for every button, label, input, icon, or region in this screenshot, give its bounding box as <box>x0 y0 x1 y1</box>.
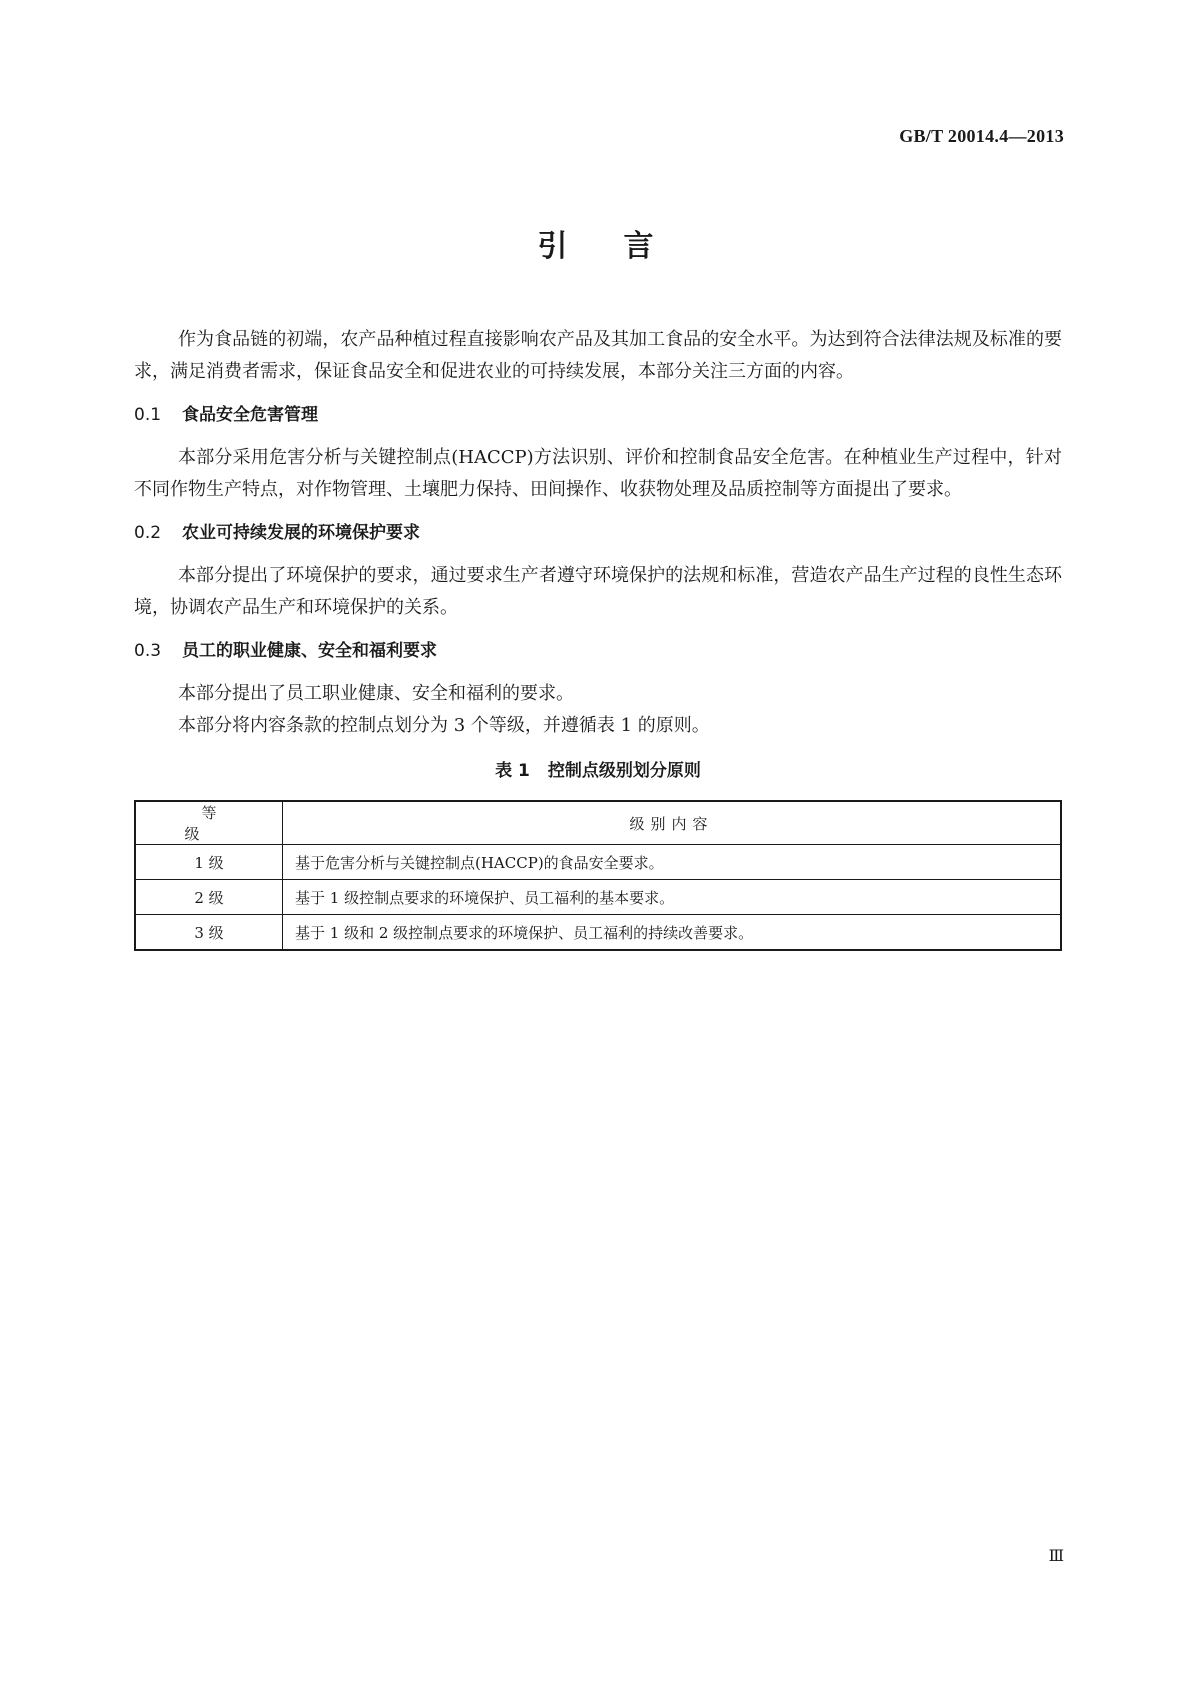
cell-content: 基于 1 级和 2 级控制点要求的环境保护、员工福利的持续改善要求。 <box>283 915 1062 951</box>
section-heading <box>134 520 1062 546</box>
page-title: 引言 <box>537 229 710 264</box>
table-header-row <box>135 801 1061 845</box>
intro-paragraph: 作为食品链的初端，农产品种植过程直接影响农产品及其加工食品的安全水平。为达到符合法律法规及标准的要求，满足消费者需求，保证食品安全和促进农业的可持续发展，本部分关注三方面的内容。 <box>134 329 1062 382</box>
cell-content: 基于 1 级控制点要求的环境保护、员工福利的基本要求。 <box>283 880 1062 915</box>
page-number: Ⅲ <box>1048 1548 1064 1565</box>
section-heading <box>134 402 1062 428</box>
section-0-2 <box>134 520 1062 624</box>
section-paragraph: 本部分将内容条款的控制点划分为 3 个等级，并遵循表 1 的原则。 <box>178 715 710 736</box>
header-content: 级别内容 <box>283 801 1062 845</box>
header-grade: 等级 <box>135 801 283 845</box>
section-paragraph: 本部分提出了员工职业健康、安全和福利的要求。 <box>178 683 574 704</box>
section-number: 0.2 <box>134 523 162 543</box>
grade-table <box>134 800 1062 951</box>
table-title: 控制点级别划分原则 <box>547 761 701 781</box>
section-0-3 <box>134 638 1062 742</box>
cell-grade: 1 级 <box>135 845 283 880</box>
table-row <box>135 845 1061 880</box>
table-caption <box>134 758 1062 784</box>
section-paragraph: 本部分采用危害分析与关键控制点(HACCP)方法识别、评价和控制食品安全危害。在种植业生产过程中，针对不同作物生产特点，对作物管理、土壤肥力保持、田间操作、收获物处理及品质控制等方面提出了要求。 <box>134 447 1062 500</box>
section-title: 农业可持续发展的环境保护要求 <box>182 523 420 543</box>
cell-content: 基于危害分析与关键控制点(HACCP)的食品安全要求。 <box>283 845 1062 880</box>
section-title: 员工的职业健康、安全和福利要求 <box>182 641 437 661</box>
section-paragraph: 本部分提出了环境保护的要求，通过要求生产者遵守环境保护的法规和标准，营造农产品生产过程的良性生态环境，协调农产品生产和环境保护的关系。 <box>134 565 1062 618</box>
cell-grade: 2 级 <box>135 880 283 915</box>
section-number: 0.1 <box>134 405 162 425</box>
standard-code: GB/T 20014.4—2013 <box>899 126 1064 146</box>
table-row <box>135 880 1061 915</box>
section-heading <box>134 638 1062 664</box>
cell-grade: 3 级 <box>135 915 283 951</box>
table-row <box>135 915 1061 951</box>
table-number: 表 1 <box>495 761 530 781</box>
section-title: 食品安全危害管理 <box>182 405 318 425</box>
section-number: 0.3 <box>134 641 162 661</box>
document-body <box>134 324 1062 951</box>
section-0-1 <box>134 402 1062 506</box>
